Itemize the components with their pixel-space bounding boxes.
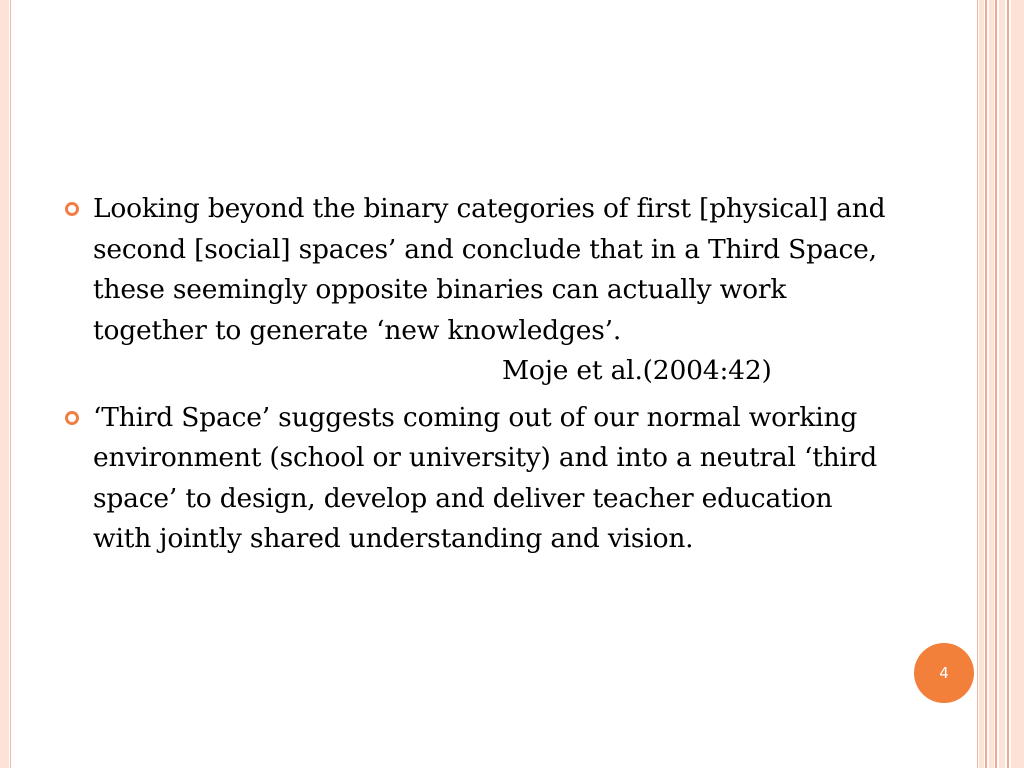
right-border-stripe xyxy=(977,0,978,768)
right-border-stripe xyxy=(995,0,997,768)
bullet-item xyxy=(62,189,892,392)
page-number-badge: 4 xyxy=(914,643,974,703)
bullet-item xyxy=(62,398,892,560)
bullet-text: Looking beyond the binary categories of first [physical] and second [social] spaces’ and conclude that in a Third Space, these seemingly opposite binaries can actually work together to generate ‘new knowledges’. xyxy=(93,193,886,346)
left-border-line xyxy=(10,0,11,768)
circle-bullet-icon xyxy=(65,411,79,425)
slide-body xyxy=(62,189,892,560)
left-border-band xyxy=(0,0,9,768)
right-border-stripe xyxy=(989,0,994,768)
citation: Moje et al.(2004:42) xyxy=(502,355,772,386)
right-border-stripe xyxy=(985,0,987,768)
right-border-stripe xyxy=(979,0,984,768)
circle-bullet-icon xyxy=(65,202,79,216)
right-border-stripe xyxy=(1007,0,1009,768)
right-border-stripe xyxy=(999,0,1005,768)
bullet-text: ‘Third Space’ suggests coming out of our normal working environment (school or university) and into a neutral ‘third space’ to design, develop and deliver teacher education with jointly shared understanding and vision. xyxy=(93,401,878,554)
right-border-stripe xyxy=(1011,0,1024,768)
